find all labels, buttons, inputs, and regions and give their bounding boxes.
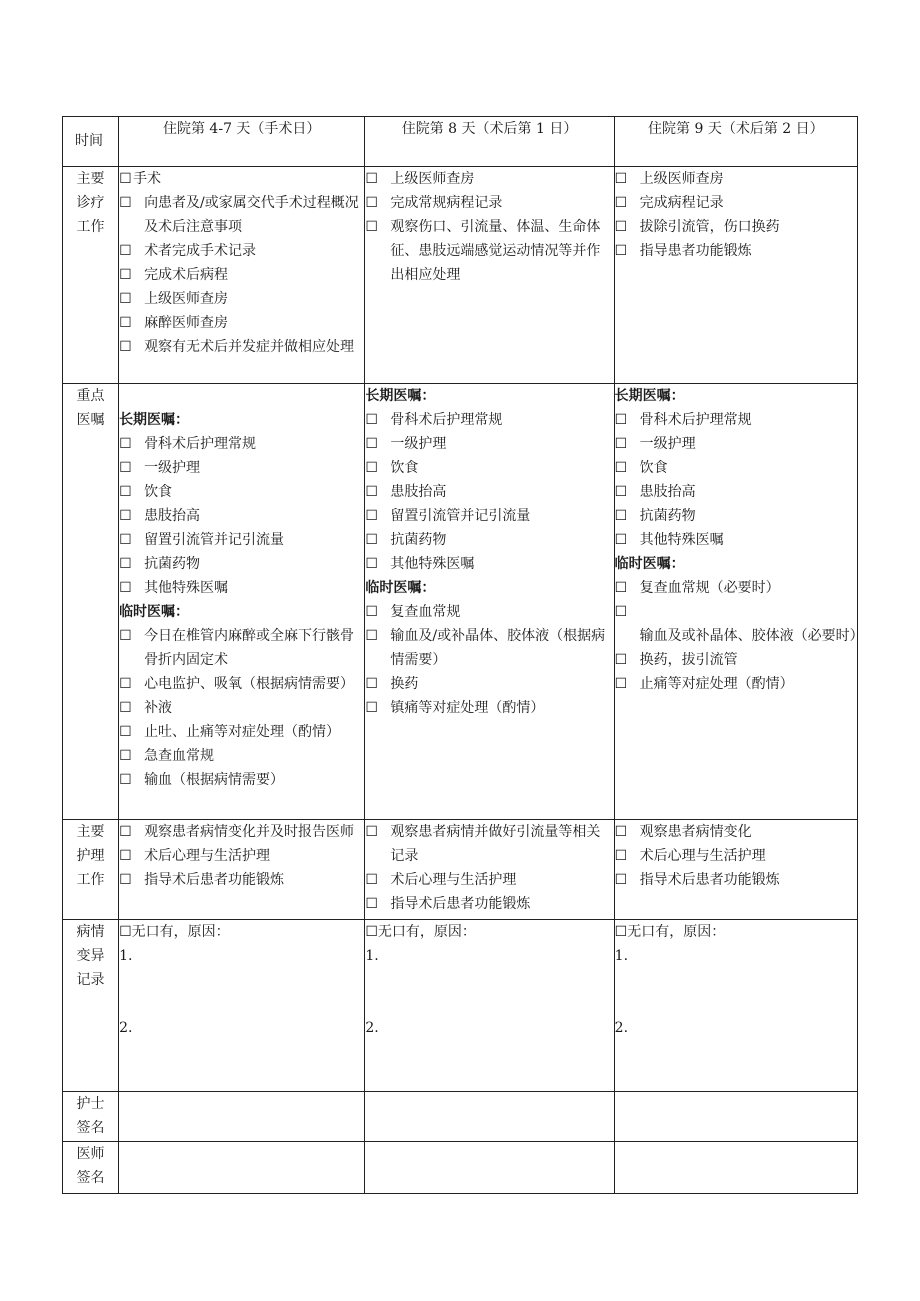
orders-col-1: [119, 384, 365, 820]
checkbox-icon[interactable]: ☐: [614, 171, 628, 187]
checklist-item: [615, 480, 857, 504]
variation-none-text: 无口有，原因：: [627, 924, 726, 940]
checkbox-icon[interactable]: ☐: [614, 580, 628, 596]
checklist-item-text: 复查血常规: [390, 604, 461, 620]
checklist-item-text: 一级护理: [639, 436, 696, 452]
checklist-item: [615, 215, 857, 239]
diagnosis-col-2: [365, 167, 614, 384]
nursing-list-2: [365, 820, 613, 916]
orders-label-cell: [63, 384, 119, 820]
checkbox-icon[interactable]: ☐: [614, 872, 628, 888]
variation-line-2: 2.: [614, 1020, 629, 1036]
checkbox-icon[interactable]: ☐: [365, 872, 378, 888]
checklist-item-text: 观察伤口、引流量、体温、生命体征、患肢远端感觉运动情况等并作出相应处理: [390, 219, 601, 283]
orders-col-2: [365, 384, 614, 820]
checklist-item: [614, 600, 864, 648]
checklist-item: [615, 432, 857, 456]
checklist-item-text: 抗菌药物: [639, 508, 696, 524]
checklist-item: [615, 648, 857, 672]
nurse-sign-col-3[interactable]: [614, 1092, 857, 1142]
diagnosis-row: [63, 167, 858, 384]
checklist-item-text: 饮食: [144, 484, 173, 500]
checklist-item: [119, 504, 364, 528]
checklist-item: [119, 744, 364, 768]
checkbox-icon[interactable]: ☐: [614, 219, 628, 235]
checklist-item-text: 术后心理与生活护理: [639, 848, 766, 864]
checkbox-icon[interactable]: ☐: [119, 556, 132, 572]
orders-temp-list-3: [614, 576, 864, 696]
doctor-sign-col-2[interactable]: [365, 1142, 614, 1194]
checklist-item: [365, 504, 613, 528]
temporary-orders-heading: 临时医嘱：: [365, 580, 436, 596]
checkbox-icon[interactable]: ☐: [119, 171, 132, 187]
checkbox-icon[interactable]: ☐: [365, 436, 378, 452]
checklist-item-text: 患肢抬高: [639, 484, 696, 500]
variation-line-2: 2.: [119, 1020, 133, 1036]
nurse-sign-row: [63, 1092, 858, 1142]
doctor-sign-label: 医师签名: [76, 1146, 105, 1186]
checklist-item: [119, 672, 364, 696]
checklist-item: [119, 576, 364, 600]
checkbox-icon[interactable]: ☐: [614, 652, 628, 668]
checkbox-icon[interactable]: ☐: [119, 339, 132, 355]
checklist-item: [615, 528, 857, 552]
checklist-item: [119, 191, 364, 239]
checklist-item: [119, 528, 364, 552]
time-label-cell: [63, 117, 119, 167]
header-day-8: 住院第 8 天（术后第 1 日）: [365, 117, 614, 167]
checklist-item-text: 观察患者病情变化并及时报告医师: [144, 824, 355, 840]
checklist-item-text: 骨科术后护理常规: [144, 436, 257, 452]
header-day-9: 住院第 9 天（术后第 2 日）: [614, 117, 857, 167]
nursing-row: [63, 820, 858, 920]
checkbox-icon[interactable]: ☐: [119, 748, 132, 764]
checkbox-icon[interactable]: ☐: [119, 772, 132, 788]
checkbox-icon[interactable]: ☐: [365, 700, 378, 716]
checklist-item: [365, 624, 613, 672]
checklist-item: [119, 624, 364, 672]
long-term-orders-heading: 长期医嘱：: [365, 388, 436, 404]
checklist-item: [365, 892, 613, 916]
checkbox-icon[interactable]: ☐: [614, 436, 628, 452]
diagnosis-col-3: [614, 167, 857, 384]
checklist-item-text: 指导术后患者功能锻炼: [390, 896, 531, 912]
checklist-item-text: 急查血常规: [144, 748, 215, 764]
variation-none-text: 无口有，原因：: [131, 924, 230, 940]
variation-label-cell: [63, 920, 119, 1092]
checklist-item: [365, 600, 613, 624]
checklist-item: [119, 480, 364, 504]
checklist-item-text: 心电监护、吸氧（根据病情需要）: [144, 676, 355, 692]
checklist-item: [365, 432, 613, 456]
variation-col-1: [119, 920, 365, 1092]
checklist-item-text: 拔除引流管，伤口换药: [639, 219, 780, 235]
checklist-item: [119, 287, 364, 311]
checklist-item: [119, 844, 364, 868]
checklist-item-text: 术者完成手术记录: [144, 243, 257, 259]
checklist-item: [615, 820, 857, 844]
checklist-item-text: 换药: [390, 676, 419, 692]
variation-row: [63, 920, 858, 1092]
temporary-orders-heading: 临时医嘱：: [119, 604, 190, 620]
checklist-item-text: 观察患者病情并做好引流量等相关记录: [390, 824, 601, 864]
checklist-item: [615, 504, 857, 528]
checkbox-icon[interactable]: ☐: [119, 484, 132, 500]
nursing-col-1: [119, 820, 365, 920]
checkbox-icon[interactable]: ☐: [614, 824, 628, 840]
checklist-item: [365, 552, 613, 576]
checkbox-icon[interactable]: ☐: [365, 195, 378, 211]
checklist-item-text: 完成常规病程记录: [390, 195, 503, 211]
checkbox-icon[interactable]: ☐: [365, 924, 378, 940]
checkbox-icon[interactable]: ☐: [614, 676, 628, 692]
header-day-4-7: 住院第 4-7 天（手术日）: [119, 117, 365, 167]
checkbox-icon[interactable]: ☐: [119, 195, 132, 211]
variation-checkbox-line[interactable]: [365, 920, 613, 944]
checklist-item: [119, 167, 364, 191]
checklist-item: [119, 432, 364, 456]
doctor-sign-col-1[interactable]: [119, 1142, 365, 1194]
orders-long-list-3: [615, 408, 857, 552]
checklist-item-text: 抗菌药物: [144, 556, 201, 572]
variation-label: 病情变异记录: [76, 924, 105, 988]
checkbox-icon[interactable]: ☐: [614, 243, 628, 259]
variation-line-1: 1.: [614, 948, 629, 964]
clinical-pathway-table: [62, 116, 864, 1194]
checkbox-icon[interactable]: ☐: [365, 556, 378, 572]
checklist-item-text: 镇痛等对症处理（酌情）: [390, 700, 545, 716]
orders-temp-list-1: [119, 624, 364, 792]
checklist-item: [119, 552, 364, 576]
checkbox-icon[interactable]: ☐: [365, 676, 378, 692]
checklist-item: [365, 191, 613, 215]
orders-temp-list-2: [365, 600, 613, 720]
checklist-item: [365, 408, 613, 432]
checklist-item: [615, 167, 857, 191]
checkbox-icon[interactable]: ☐: [365, 460, 378, 476]
checkbox-icon[interactable]: ☐: [119, 676, 132, 692]
checklist-item: [615, 456, 857, 480]
checklist-item: [615, 191, 857, 215]
checklist-item: [119, 720, 364, 744]
nurse-sign-label-cell: [63, 1092, 119, 1142]
diagnosis-list-3: [615, 167, 857, 263]
checklist-item: [615, 868, 857, 892]
checklist-item-text: 完成病程记录: [639, 195, 724, 211]
checklist-item-text: 指导术后患者功能锻炼: [639, 872, 780, 888]
checklist-item-text: 补液: [144, 700, 173, 716]
checklist-item: [615, 239, 857, 263]
checklist-item-text: 向患者及/或家属交代手术过程概况及术后注意事项: [144, 195, 359, 235]
checklist-item-text: 患肢抬高: [144, 508, 201, 524]
variation-col-2: [365, 920, 614, 1092]
checkbox-icon[interactable]: ☐: [614, 508, 628, 524]
checklist-item-text: 饮食: [390, 460, 419, 476]
checklist-item-text: 指导患者功能锻炼: [639, 243, 752, 259]
checklist-item: [365, 868, 613, 892]
variation-line-1: 1.: [365, 948, 379, 964]
variation-checkbox-line[interactable]: [615, 920, 857, 944]
checklist-item: [365, 820, 613, 868]
checkbox-icon[interactable]: ☐: [119, 628, 132, 644]
diagnosis-label: 主要诊疗工作: [76, 171, 105, 235]
checkbox-icon[interactable]: ☐: [614, 460, 628, 476]
checkbox-icon[interactable]: ☐: [614, 195, 628, 211]
checklist-item: [365, 215, 613, 287]
checklist-item-text: 指导术后患者功能锻炼: [144, 872, 285, 888]
checkbox-icon[interactable]: ☐: [365, 628, 378, 644]
checkbox-icon[interactable]: ☐: [119, 291, 132, 307]
checklist-item-text: 复查血常规（必要时）: [639, 580, 780, 596]
checkbox-icon[interactable]: ☐: [365, 508, 378, 524]
checklist-item: [365, 167, 613, 191]
checklist-item: [119, 311, 364, 335]
variation-none-text: 无口有，原因：: [377, 924, 476, 940]
orders-row: [63, 384, 858, 820]
checklist-item: [119, 820, 364, 844]
checkbox-icon[interactable]: ☐: [365, 532, 378, 548]
nursing-label-cell: [63, 820, 119, 920]
checklist-item-text: 抗菌药物: [390, 532, 447, 548]
nurse-sign-label: 护士签名: [76, 1096, 105, 1136]
checklist-item-text: 骨科术后护理常规: [390, 412, 503, 428]
orders-long-list-1: [119, 432, 364, 600]
checklist-item: [365, 456, 613, 480]
checkbox-icon[interactable]: ☐: [614, 412, 628, 428]
checklist-item: [615, 844, 857, 868]
checkbox-icon[interactable]: ☐: [614, 848, 628, 864]
checkbox-icon[interactable]: ☐: [119, 436, 132, 452]
checklist-item: [119, 868, 364, 892]
checkbox-icon[interactable]: ☐: [365, 171, 378, 187]
nursing-label: 主要护理工作: [76, 824, 105, 888]
checkbox-icon[interactable]: ☐: [365, 604, 378, 620]
orders-col-3: [614, 384, 864, 820]
doctor-sign-label-cell: [63, 1142, 119, 1194]
checklist-item: [365, 480, 613, 504]
checklist-item-text: 输血（根据病情需要）: [144, 772, 285, 788]
checklist-item-text: 完成术后病程: [144, 267, 229, 283]
checkbox-icon[interactable]: ☐: [614, 484, 628, 500]
checklist-item-text: 其他特殊医嘱: [390, 556, 475, 572]
time-label: 时间: [75, 133, 103, 149]
checklist-item-text: 骨科术后护理常规: [639, 412, 752, 428]
checkbox-icon[interactable]: ☐: [119, 460, 132, 476]
checkbox-icon[interactable]: ☐: [119, 700, 132, 716]
checklist-item: [119, 696, 364, 720]
checklist-item-text: 术后心理与生活护理: [390, 872, 517, 888]
checkbox-icon[interactable]: ☐: [119, 580, 132, 596]
checkbox-icon[interactable]: ☐: [119, 315, 132, 331]
checkbox-icon[interactable]: ☐: [119, 724, 132, 740]
checklist-item: [365, 696, 613, 720]
checkbox-icon[interactable]: ☐: [119, 532, 132, 548]
checklist-item: [119, 456, 364, 480]
header-row: [63, 117, 858, 167]
checkbox-icon[interactable]: ☐: [119, 872, 132, 888]
variation-line-1: 1.: [119, 948, 133, 964]
checkbox-icon[interactable]: ☐: [119, 824, 132, 840]
nursing-list-1: [119, 820, 364, 892]
nursing-col-3: [614, 820, 857, 920]
checkbox-icon[interactable]: ☐: [365, 824, 378, 840]
diagnosis-col-1: [119, 167, 365, 384]
doctor-sign-col-3[interactable]: [614, 1142, 857, 1194]
checklist-item-text: 手术: [133, 171, 162, 187]
checkbox-icon[interactable]: ☐: [119, 267, 132, 283]
checkbox-icon[interactable]: ☐: [614, 924, 628, 940]
variation-col-3: [614, 920, 857, 1092]
checklist-item-text: 留置引流管并记引流量: [390, 508, 531, 524]
long-term-orders-heading: 长期医嘱：: [119, 412, 190, 428]
checkbox-icon[interactable]: ☐: [119, 924, 132, 940]
nursing-list-3: [615, 820, 857, 892]
checklist-item-text: 输血及或补晶体、胶体液（必要时）: [639, 628, 864, 644]
checklist-item-text: 患肢抬高: [390, 484, 447, 500]
orders-long-list-2: [365, 408, 613, 576]
checkbox-icon[interactable]: ☐: [365, 412, 378, 428]
checkbox-icon[interactable]: ☐: [119, 243, 132, 259]
checklist-item: [615, 672, 857, 696]
checkbox-icon[interactable]: ☐: [365, 219, 378, 235]
checklist-item-text: 上级医师查房: [639, 171, 724, 187]
nurse-sign-col-2[interactable]: [365, 1092, 614, 1142]
temporary-orders-heading: 临时医嘱：: [614, 556, 685, 572]
checkbox-icon[interactable]: ☐: [119, 508, 132, 524]
long-term-orders-heading: 长期医嘱：: [614, 388, 685, 404]
checklist-item-text: 留置引流管并记引流量: [144, 532, 285, 548]
checklist-item-text: 换药，拔引流管: [639, 652, 738, 668]
checklist-item-text: 饮食: [639, 460, 668, 476]
checklist-item-text: 上级医师查房: [144, 291, 229, 307]
checklist-item-text: 观察患者病情变化: [639, 824, 752, 840]
checklist-item: [119, 768, 364, 792]
checkbox-icon[interactable]: ☐: [365, 896, 378, 912]
checkbox-icon[interactable]: ☐: [119, 848, 132, 864]
checklist-item-text: 术后心理与生活护理: [144, 848, 271, 864]
checklist-item: [365, 672, 613, 696]
doctor-sign-row: [63, 1142, 858, 1194]
checklist-item: [365, 528, 613, 552]
checklist-item-text: 麻醉医师查房: [144, 315, 229, 331]
checklist-item: [119, 239, 364, 263]
checklist-item-text: 观察有无术后并发症并做相应处理: [144, 339, 355, 355]
variation-line-2: 2.: [365, 1020, 379, 1036]
checklist-item-text: 一级护理: [390, 436, 447, 452]
checklist-item-text: 上级医师查房: [390, 171, 475, 187]
checklist-item-text: 输血及/或补晶体、胶体液（根据病情需要）: [390, 628, 606, 668]
nurse-sign-col-1[interactable]: [119, 1092, 365, 1142]
checklist-item-text: 今日在椎管内麻醉或全麻下行骸骨骨折内固定术: [144, 628, 355, 668]
checklist-item: [119, 263, 364, 287]
checklist-item: [615, 408, 857, 432]
checklist-item-text: 其他特殊医嘱: [639, 532, 724, 548]
diagnosis-list-2: [365, 167, 613, 287]
orders-label: 重点医嘱: [76, 388, 105, 428]
checklist-item-text: 一级护理: [144, 460, 201, 476]
checklist-item-text: 止吐、止痛等对症处理（酌情）: [144, 724, 341, 740]
variation-checkbox-line[interactable]: [119, 920, 364, 944]
nursing-col-2: [365, 820, 614, 920]
checklist-item-text: 止痛等对症处理（酌情）: [639, 676, 794, 692]
checkbox-icon[interactable]: ☐: [614, 604, 628, 620]
checklist-item: [119, 335, 364, 359]
checklist-item-text: 其他特殊医嘱: [144, 580, 229, 596]
checklist-item: [615, 576, 857, 600]
checkbox-icon[interactable]: ☐: [365, 484, 378, 500]
diagnosis-list-1: [119, 167, 364, 359]
checkbox-icon[interactable]: ☐: [614, 532, 628, 548]
diagnosis-label-cell: [63, 167, 119, 384]
